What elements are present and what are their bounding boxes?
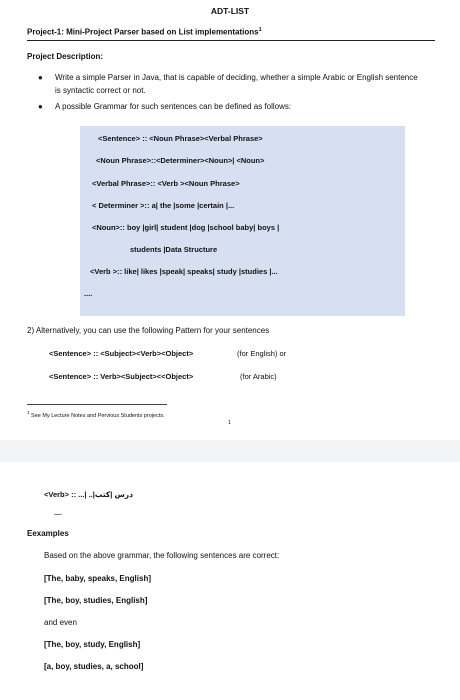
document-page-2 bbox=[0, 462, 460, 700]
title-underline bbox=[27, 40, 435, 41]
grammar-rule-sentence: <Sentence> :: <Noun Phrase><Verbal Phrase> bbox=[98, 134, 263, 143]
pattern-arabic-note: (for Arabic) bbox=[240, 372, 277, 381]
alternative-intro: 2) Alternatively, you can use the following Pattern for your sentences bbox=[27, 326, 270, 335]
pattern-english-note: (for English) or bbox=[237, 349, 287, 358]
examples-heading: Eexamples bbox=[27, 529, 69, 538]
bullet-dot: ● bbox=[38, 102, 43, 111]
example-sentence-4: [a, boy, studies, a, school] bbox=[44, 662, 144, 671]
grammar-rule-noun-continued: students |Data Structure bbox=[130, 245, 218, 254]
grammar-rule-verb: <Verb >:: like| likes |speak| speaks| study |studies |... bbox=[90, 267, 278, 276]
page-number: 1 bbox=[228, 420, 232, 426]
document-title: ADT-LIST bbox=[210, 6, 250, 16]
verb-rule-prefix: <Verb> :: ...| bbox=[44, 490, 87, 499]
examples-intro: Based on the above grammar, the following sentences are correct: bbox=[44, 551, 280, 560]
example-sentence-2: [The, boy, studies, English] bbox=[44, 596, 148, 605]
footnote bbox=[27, 410, 165, 419]
pattern-arabic-rule: <Sentence> :: Verb><Subject><<Object> bbox=[49, 372, 194, 381]
footnote-separator bbox=[27, 404, 167, 405]
bullet-item-1: Write a simple Parser in Java, that is capable of deciding, whether a simple Arabic or English sentence is syntactic correct or not. bbox=[55, 73, 418, 95]
pattern-english bbox=[49, 349, 193, 358]
grammar-ellipsis: .... bbox=[84, 289, 93, 298]
grammar-rule-determiner: < Determiner >:: a| the |some |certain |... bbox=[92, 201, 235, 210]
verb-rule-arabic: درس |كتب|.. bbox=[88, 490, 133, 499]
and-even-text: and even bbox=[44, 618, 77, 627]
footnote-reference: 1 bbox=[258, 27, 262, 33]
arabic-verb-rule bbox=[44, 490, 133, 499]
project-title bbox=[27, 27, 262, 37]
page2-ellipsis: .... bbox=[54, 510, 62, 517]
bullet-dot: ● bbox=[38, 73, 43, 82]
grammar-rule-noun: <Noun>:: boy |girl| student |dog |school baby| boys | bbox=[92, 223, 280, 232]
pattern-arabic bbox=[49, 372, 193, 381]
pattern-english-rule: <Sentence> :: <Subject><Verb><Object> bbox=[49, 349, 194, 358]
grammar-rule-verbal-phrase: <Verbal Phrase>:: <Verb ><Noun Phrase> bbox=[92, 179, 240, 188]
footnote-mark: 1 bbox=[27, 410, 30, 415]
bullet-item-2: A possible Grammar for such sentences can be defined as follows: bbox=[55, 102, 292, 111]
example-sentence-1: [The, baby, speaks, English] bbox=[44, 574, 151, 583]
example-sentence-3: [The, boy, study, English] bbox=[44, 640, 141, 649]
description-heading: Project Description: bbox=[27, 52, 104, 61]
page-gap bbox=[0, 440, 460, 462]
project-title-text: Project-1: Mini-Project Parser based on List implementations bbox=[27, 27, 259, 37]
footnote-text: See My Lecture Notes and Pervious Students projects. bbox=[31, 412, 165, 419]
grammar-box bbox=[80, 126, 405, 316]
grammar-rule-noun-phrase: <Noun Phrase>::<Determiner><Noun>| <Noun> bbox=[96, 156, 265, 165]
